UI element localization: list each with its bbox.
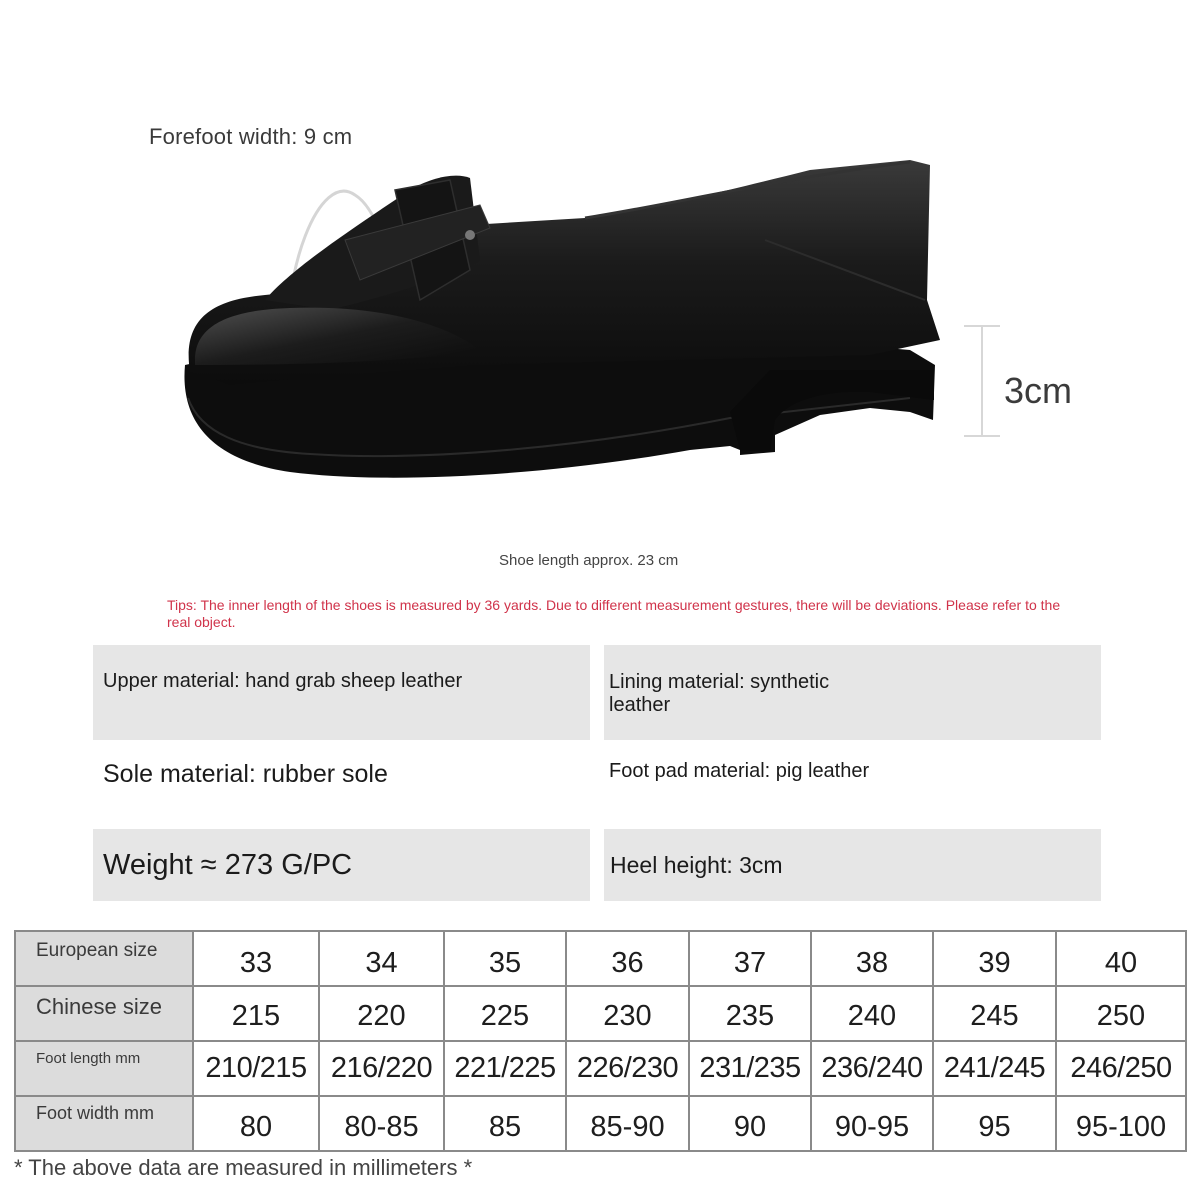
table-cell: 226/230 (566, 1041, 689, 1096)
shoe-length-label: Shoe length approx. 23 cm (499, 552, 679, 569)
table-row-european-size (15, 931, 1186, 986)
table-cell: 240 (811, 986, 933, 1041)
row-header (15, 1041, 193, 1096)
upper-material-text: Upper material: hand grab sheep leather (103, 670, 463, 692)
sole-material-box (93, 748, 590, 818)
lining-material-text: Lining material: synthetic leather (609, 671, 830, 716)
table-cell: 246/250 (1056, 1041, 1186, 1096)
table-cell: 40 (1056, 931, 1186, 986)
table-cell: 39 (933, 931, 1056, 986)
row-header-label: Foot length mm (36, 1050, 141, 1067)
table-cell: 90 (689, 1096, 811, 1151)
foot-pad-material-box (604, 748, 1101, 818)
table-cell: 221/225 (444, 1041, 566, 1096)
weight-box (93, 829, 590, 901)
table-cell: 35 (444, 931, 566, 986)
table-cell: 241/245 (933, 1041, 1056, 1096)
table-cell: 245 (933, 986, 1056, 1041)
sole-material-text: Sole material: rubber sole (103, 760, 388, 788)
heel-height-text: Heel height: 3cm (610, 851, 783, 878)
table-cell: 220 (319, 986, 444, 1041)
table-cell: 210/215 (193, 1041, 319, 1096)
heel-height-marker (962, 324, 1002, 438)
row-header (15, 1096, 193, 1151)
table-cell: 230 (566, 986, 689, 1041)
table-cell: 250 (1056, 986, 1186, 1041)
table-cell: 85 (444, 1096, 566, 1151)
table-cell: 216/220 (319, 1041, 444, 1096)
table-cell: 80-85 (319, 1096, 444, 1151)
weight-text: Weight ≈ 273 G/PC (103, 848, 353, 881)
table-cell: 33 (193, 931, 319, 986)
table-row-foot-length (15, 1041, 1186, 1096)
forefoot-width-label: Forefoot width: 9 cm (149, 124, 353, 149)
row-header (15, 931, 193, 986)
row-header-label: Foot width mm (36, 1103, 155, 1123)
row-header-label: European size (36, 940, 158, 961)
footnote: * The above data are measured in millimeters * (14, 1155, 473, 1180)
table-cell: 37 (689, 931, 811, 986)
table-row-foot-width (15, 1096, 1186, 1151)
measurement-tips: Tips: The inner length of the shoes is measured by 36 yards. Due to different measurement gestures, there will be deviations. Please refer to the real object. (167, 597, 1061, 630)
foot-pad-material-text: Foot pad material: pig leather (609, 760, 870, 782)
table-cell: 236/240 (811, 1041, 933, 1096)
table-cell: 80 (193, 1096, 319, 1151)
table-cell: 36 (566, 931, 689, 986)
heel-height-label: 3cm (1004, 370, 1073, 411)
shoe-image (170, 150, 950, 500)
table-row-chinese-size (15, 986, 1186, 1041)
row-header-label: Chinese size (36, 994, 162, 1019)
table-cell: 95 (933, 1096, 1056, 1151)
table-cell: 231/235 (689, 1041, 811, 1096)
table-cell: 90-95 (811, 1096, 933, 1151)
table-cell: 38 (811, 931, 933, 986)
table-cell: 225 (444, 986, 566, 1041)
table-cell: 34 (319, 931, 444, 986)
table-cell: 215 (193, 986, 319, 1041)
size-chart-table (14, 930, 1187, 1152)
row-header (15, 986, 193, 1041)
table-cell: 235 (689, 986, 811, 1041)
table-cell: 85-90 (566, 1096, 689, 1151)
table-cell: 95-100 (1056, 1096, 1186, 1151)
heel-height-box (604, 829, 1101, 901)
upper-material-box (93, 645, 590, 740)
lining-material-box (604, 645, 1101, 740)
